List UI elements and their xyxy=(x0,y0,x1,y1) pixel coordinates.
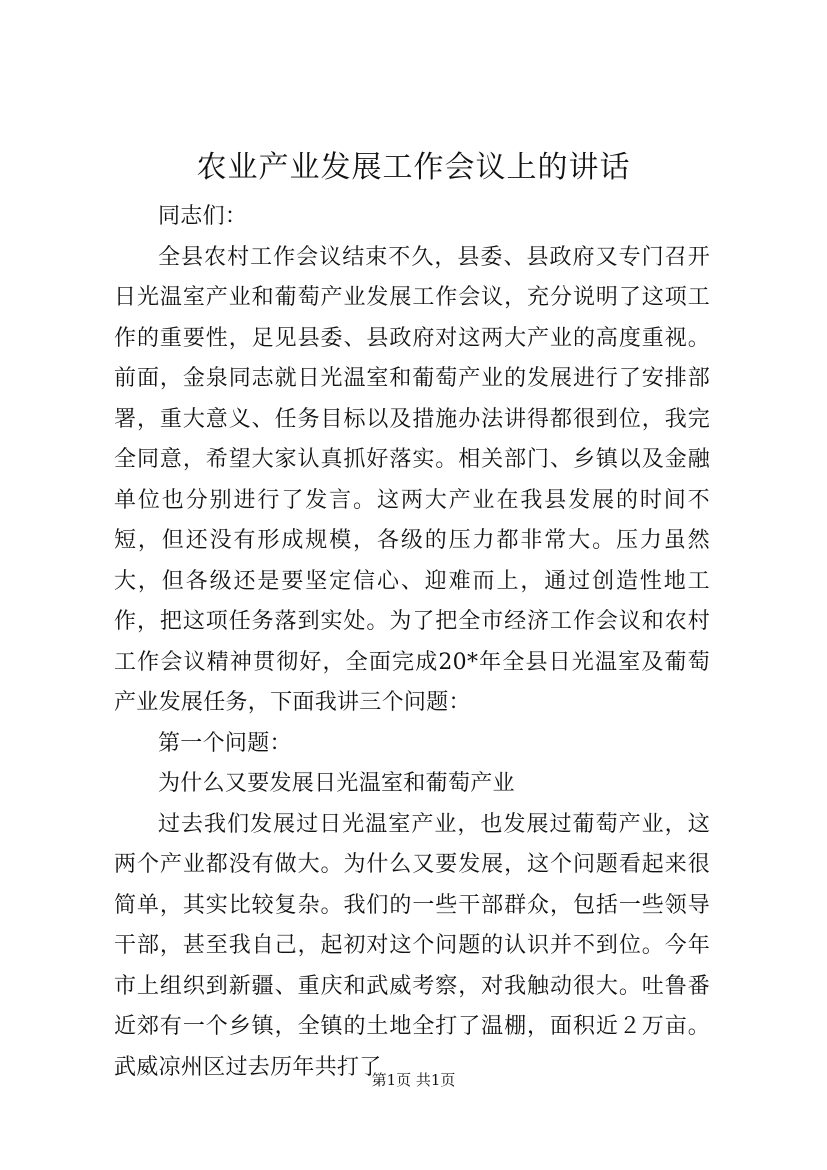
document-title: 农业产业发展工作会议上的讲话 xyxy=(196,150,631,185)
section-body-paragraph: 过去我们发展过日光温室产业，也发展过葡萄产业，这两个产业都没有做大。为什么又要发展，这个问题看起来很简单，其实比较复杂。我们的一些干部群众，包括一些领导干部，甚至我自己，起初对这个问题的认识并不到位。今年市上组织到新疆、重庆和武威考察，对我触动很大。吐鲁番近郊有一个乡镇，全镇的土地全打了温棚，面积近２万亩。武威凉州区过去历年共打了 xyxy=(114,811,710,1080)
document-body xyxy=(114,197,710,1088)
page-footer: 第1页 共1页 xyxy=(371,1071,456,1089)
section-heading-title: 为什么又要发展日光温室和葡萄产业 xyxy=(158,771,515,796)
salutation-paragraph: 同志们： xyxy=(158,204,248,229)
section-heading-number: 第一个问题： xyxy=(158,730,292,756)
intro-paragraph: 全县农村工作会议结束不久，县委、县政府又专门召开日光温室产业和葡萄产业发展工作会议，充分说明了这项工作的重要性，足见县委、县政府对这两大产业的高度重视。前面，金泉同志就日光温室和葡萄产业的发展进行了安排部署，重大意义、任务目标以及措施办法讲得都很到位，我完全同意，希望大家认真抓好落实。相关部门、乡镇以及金融单位也分别进行了发言。这两大产业在我县发展的时间不短，但还没有形成规模，各级的压力都非常大。压力虽然大，但各级还是要坚定信心、迎难而上，通过创造性地工作，把这项任务落到实处。为了把全市经济工作会议和农村工作会议精神贯彻好，全面完成20*年全县日光温室及葡萄产业发展任务，下面我讲三个问题： xyxy=(114,244,710,715)
